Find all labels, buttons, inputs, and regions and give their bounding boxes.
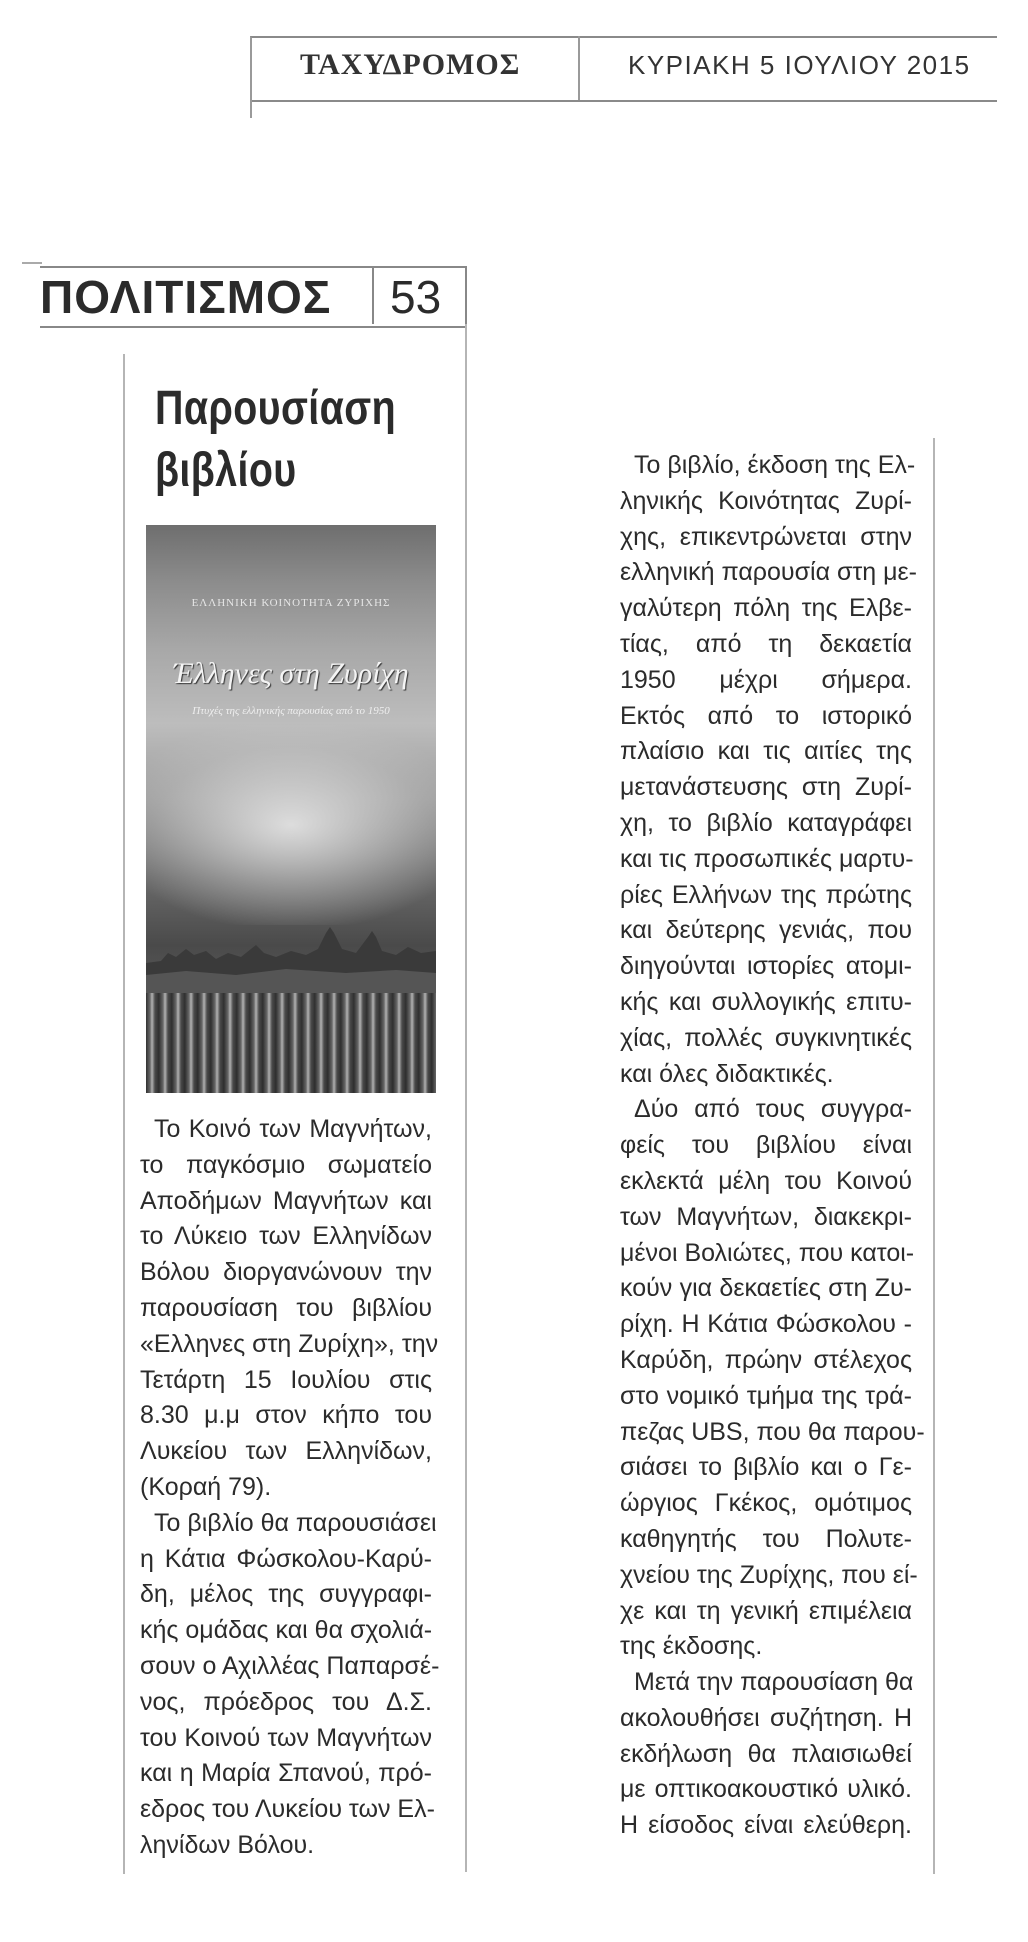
- text-line: χης, επικεντρώνεται στην: [620, 522, 912, 551]
- text-line: καθηγητής του Πολυτε-: [620, 1524, 912, 1553]
- page-number: 53: [390, 271, 442, 323]
- article-column-right: [620, 448, 925, 1844]
- masthead-rule: [250, 98, 252, 118]
- cover-title: Έλληνες στη Ζυρίχη: [173, 657, 409, 690]
- text-line: εδρος του Λυκείου των Ελ-: [140, 1795, 435, 1824]
- text-line: Το βιβλίο, έκδοση της Ελ-: [634, 451, 916, 479]
- column-rule-left: [123, 354, 125, 1874]
- text-line: δη, μέλος της συγγραφι-: [140, 1580, 432, 1609]
- text-line: Αποδήμων Μαγνήτων και: [140, 1186, 432, 1215]
- text-line: διηγούνται ιστορίες ατομι-: [620, 952, 912, 981]
- column-rule-right: [933, 438, 935, 1874]
- book-cover-image: [146, 525, 436, 1093]
- text-line: χε και τη γενική επιμέλεια: [620, 1596, 912, 1625]
- text-line: μένοι Βολιώτες, που κατοι-: [620, 1238, 915, 1267]
- text-line: «Ελληνες στη Ζυρίχη», την: [140, 1329, 439, 1358]
- cover-subtitle: Πτυχές της ελληνικής παρουσίας από το 1950: [192, 705, 390, 717]
- text-line: ληνικής Κοινότητας Ζυρί-: [620, 486, 912, 515]
- text-line: πλαίσιο και τις αιτίες της: [620, 737, 912, 766]
- text-line: ώργιος Γκέκος, ομότιμος: [620, 1489, 912, 1518]
- text-line: σουν ο Αχιλλέας Παπαρσέ-: [140, 1651, 440, 1680]
- text-line: με οπτικοακουστικό υλικό.: [620, 1775, 912, 1804]
- text-line: Τετάρτη 15 Ιουλίου στις: [140, 1365, 432, 1394]
- text-line: Το βιβλίο θα παρουσιάσει: [154, 1508, 437, 1537]
- issue-date: ΚΥΡΙΑΚΗ 5 ΙΟΥΛΙΟΥ 2015: [628, 50, 971, 80]
- text-line: Μετά την παρουσίαση θα: [634, 1668, 914, 1697]
- text-line: μετανάστευσης στη Ζυρί-: [620, 773, 912, 802]
- text-line: χνείου της Ζυρίχης, που εί-: [620, 1560, 918, 1589]
- masthead-divider: [578, 36, 580, 100]
- article-headline: [155, 378, 401, 502]
- text-line: ρίες Ελλήνων της πρώτης: [620, 880, 912, 909]
- text-line: νος, πρόεδρος του Δ.Σ.: [140, 1687, 432, 1716]
- text-line: κής ομάδας και θα σχολιά-: [140, 1616, 433, 1645]
- text-line: το Λύκειο των Ελληνίδων: [140, 1222, 432, 1251]
- cover-lake-reflection: [146, 993, 436, 1093]
- text-line: κούν για δεκαετίες στη Ζυ-: [620, 1274, 912, 1303]
- headline-line: βιβλίου: [155, 444, 297, 497]
- cover-publisher: ΕΛΛΗΝΙΚΗ ΚΟΙΝΟΤΗΤΑ ΖΥΡΙΧΗΣ: [191, 597, 391, 609]
- text-line: κής και συλλογικής επιτυ-: [620, 987, 912, 1016]
- text-line: Η είσοδος είναι ελεύθερη.: [620, 1811, 912, 1840]
- text-line: γαλύτερη πόλη της Ελβε-: [620, 594, 912, 623]
- text-line: των Μαγνήτων, διακεκρι-: [620, 1202, 912, 1231]
- text-line: εκδήλωση θα πλαισιωθεί: [620, 1739, 912, 1768]
- section-name: ΠΟΛΙΤΙΣΜΟΣ: [40, 271, 332, 323]
- newspaper-name: ΤΑΧΥΔΡΟΜΟΣ: [300, 48, 521, 81]
- text-line: 1950 μέχρι σήμερα.: [620, 665, 912, 694]
- text-line: το παγκόσμιο σωματείο: [140, 1150, 432, 1179]
- text-line: ρίχη. Η Κάτια Φώσκολου -: [620, 1310, 912, 1339]
- text-line: παρουσίαση του βιβλίου: [140, 1293, 432, 1322]
- text-line: ακολουθήσει συζήτηση. Η: [620, 1703, 912, 1732]
- text-line: σιάσει το βιβλίο και ο Γε-: [620, 1453, 912, 1482]
- text-line: Δύο από τους συγγρα-: [634, 1095, 912, 1124]
- section-accent-rule: [22, 262, 42, 264]
- text-line: Καρύδη, πρώην στέλεχος: [620, 1345, 912, 1374]
- section-divider: [372, 268, 374, 324]
- text-line: 8.30 μ.μ στον κήπο του: [140, 1401, 432, 1430]
- text-line: στο νομικό τμήμα της τρά-: [620, 1381, 912, 1410]
- text-line: φείς του βιβλίου είναι: [620, 1131, 912, 1160]
- cover-fog: [146, 725, 436, 925]
- text-line: και τις προσωπικές μαρτυ-: [620, 844, 914, 873]
- text-line: χη, το βιβλίο καταγράφει: [620, 808, 912, 837]
- text-line: και η Μαρία Σπανού, πρό-: [140, 1759, 432, 1788]
- text-line: η Κάτια Φώσκολου-Καρύ-: [140, 1544, 432, 1573]
- text-line: Λυκείου των Ελληνίδων,: [140, 1437, 432, 1466]
- text-line: πεζας UBS, που θα παρου-: [620, 1417, 925, 1446]
- text-line: (Κοραή 79).: [140, 1472, 272, 1501]
- text-line: Βόλου διοργανώνουν την: [140, 1258, 432, 1287]
- text-line: Εκτός από το ιστορικό: [620, 701, 912, 730]
- text-line: της έκδοσης.: [620, 1632, 763, 1661]
- text-line: Το Κοινό των Μαγνήτων,: [154, 1115, 432, 1143]
- text-line: ελληνική παρουσία στη με-: [620, 558, 918, 587]
- text-line: και όλες διδακτικές.: [620, 1059, 834, 1088]
- headline-line: Παρουσίαση: [155, 382, 397, 435]
- text-line: ληνίδων Βόλου.: [140, 1830, 315, 1859]
- cover-city-skyline: [146, 923, 436, 993]
- text-line: και δεύτερης γενιάς, που: [620, 916, 912, 945]
- text-line: χίας, πολλές συγκινητικές: [620, 1023, 912, 1052]
- article-column-left: [140, 1112, 440, 1864]
- text-line: τίας, από τη δεκαετία: [620, 629, 912, 658]
- text-line: του Κοινού των Μαγνήτων: [140, 1723, 432, 1752]
- text-line: εκλεκτά μέλη του Κοινού: [620, 1166, 912, 1195]
- column-rule-middle: [465, 324, 467, 1872]
